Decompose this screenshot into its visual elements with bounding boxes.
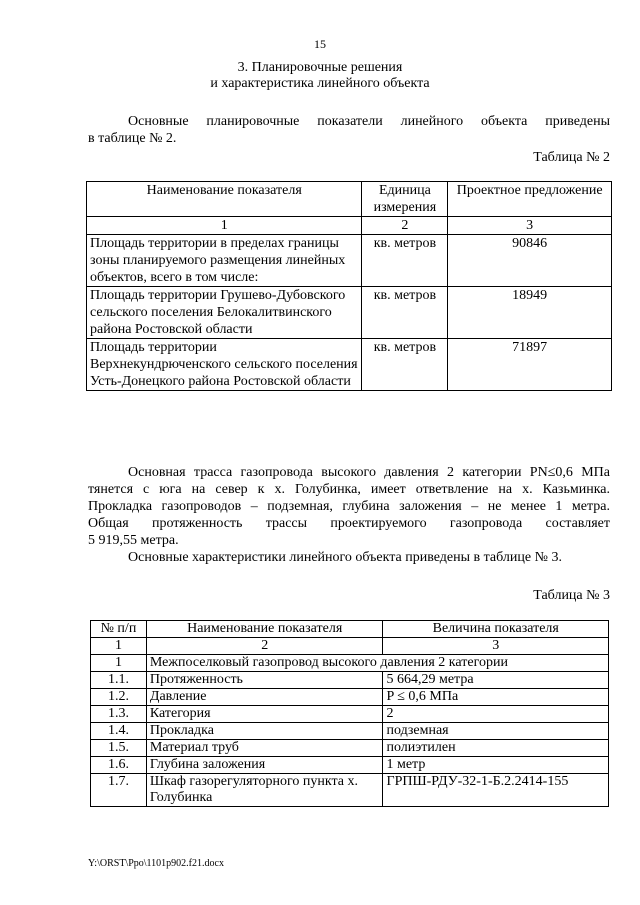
table3-section-num: 1 [91,655,147,672]
table2-number-row [87,217,612,235]
table3-row-num: 1.5. [91,740,147,757]
table3-row-num: 1.4. [91,723,147,740]
table3-row-value: 1 метр [383,757,609,774]
table3-row-num: 1.3. [91,706,147,723]
table2-row1-unit: кв. метров [362,235,448,287]
table2-header-value: Проектное предложение [448,182,612,217]
table2-header-row [87,182,612,217]
table3-row-name: Протяженность [146,672,383,689]
table3-row-num: 1.1. [91,672,147,689]
table3-row-name: Глубина заложения [146,757,383,774]
table2-row2-unit: кв. метров [362,287,448,339]
table2-header-name: Наименование показателя [87,182,362,217]
table3-header-row [91,621,609,638]
section-heading-line1: 3. Планировочные решения [237,60,403,75]
table2-row3-unit: кв. метров [362,339,448,391]
table3-row-num: 1.6. [91,757,147,774]
table3-row-name: Материал труб [146,740,383,757]
main-paragraph [88,464,610,549]
table3-header-name: Наименование показателя [146,621,383,638]
table3-row-value: ГРПШ-РДУ-32-1-Б.2.2414-155 [383,774,609,807]
table3-row-value: 5 664,29 метра [383,672,609,689]
table-3 [90,620,609,807]
table3-row-num: 1.7. [91,774,147,807]
main-line5: 5 919,55 метра. [88,533,179,548]
table3-row-value: подземная [383,723,609,740]
table2-row1-value: 90846 [448,235,612,287]
table-row [91,774,609,807]
intro-paragraph [88,113,610,147]
table-row [91,689,609,706]
table2-row2-value: 18949 [448,287,612,339]
ref-line: Основные характеристики линейного объекта приведены в таблице № 3. [128,550,562,565]
table3-header-num: № п/п [91,621,147,638]
table3-row-name: Прокладка [146,723,383,740]
table-row [91,740,609,757]
table3-section-row [91,655,609,672]
main-line3: Прокладка газопроводов – подземная, глубина заложения – не менее 1 метра. [88,499,610,514]
table2-colnum-1: 1 [87,217,362,235]
main-line1: Основная трасса газопровода высокого давления 2 категории PN≤0,6 МПа [128,465,610,480]
table2-colnum-2: 2 [362,217,448,235]
table3-row-name: Категория [146,706,383,723]
table3-header-value: Величина показателя [383,621,609,638]
table-2 [86,181,612,391]
table2-row1-name: Площадь территории в пределах границы зоны планируемого размещения линейных объектов, всего в том числе: [87,235,362,287]
page-number: 15 [314,37,326,51]
section-heading [0,60,640,92]
table-row [91,757,609,774]
intro-line1: Основные планировочные показатели линейного объекта приведены [128,114,610,129]
table3-number-row [91,638,609,655]
table3-section-title: Межпоселковый газопровод высокого давления 2 категории [146,655,608,672]
table3-colnum-1: 1 [91,638,147,655]
table-row [91,706,609,723]
table-row [87,287,612,339]
table2-row3-name: Площадь территории Верхнекундрюченского сельского поселения Усть-Донецкого района Ростовской области [87,339,362,391]
table3-row-value: 2 [383,706,609,723]
table2-header-unit: Единица измерения [362,182,448,217]
table3-row-value: полиэтилен [383,740,609,757]
table3-colnum-2: 2 [146,638,383,655]
table3-colnum-3: 3 [383,638,609,655]
table-row [87,235,612,287]
footer-file-path: Y:\ORST\Ppo\1101p902.f21.docx [88,858,224,869]
table3-row-name: Шкаф газорегуляторного пункта х. Голубинка [146,774,383,807]
table-row [91,672,609,689]
table2-caption: Таблица № 2 [533,150,610,165]
intro-line2: в таблице № 2. [88,131,177,146]
table3-row-value: P ≤ 0,6 МПа [383,689,609,706]
table-row [91,723,609,740]
section-heading-line2: и характеристика линейного объекта [210,76,430,91]
table2-row2-name: Площадь территории Грушево-Дубовского сельского поселения Белокалитвинского района Ростовской области [87,287,362,339]
table3-row-num: 1.2. [91,689,147,706]
ref-paragraph [88,549,610,566]
table3-caption: Таблица № 3 [533,588,610,603]
main-line2: тянется с юга на север к х. Голубинка, имеет ответвление на х. Казьминка. [88,482,610,497]
table2-colnum-3: 3 [448,217,612,235]
table2-row3-value: 71897 [448,339,612,391]
main-line4: Общая протяженность трассы проектируемого газопровода составляет [88,516,610,531]
table-row [87,339,612,391]
table3-row-name: Давление [146,689,383,706]
